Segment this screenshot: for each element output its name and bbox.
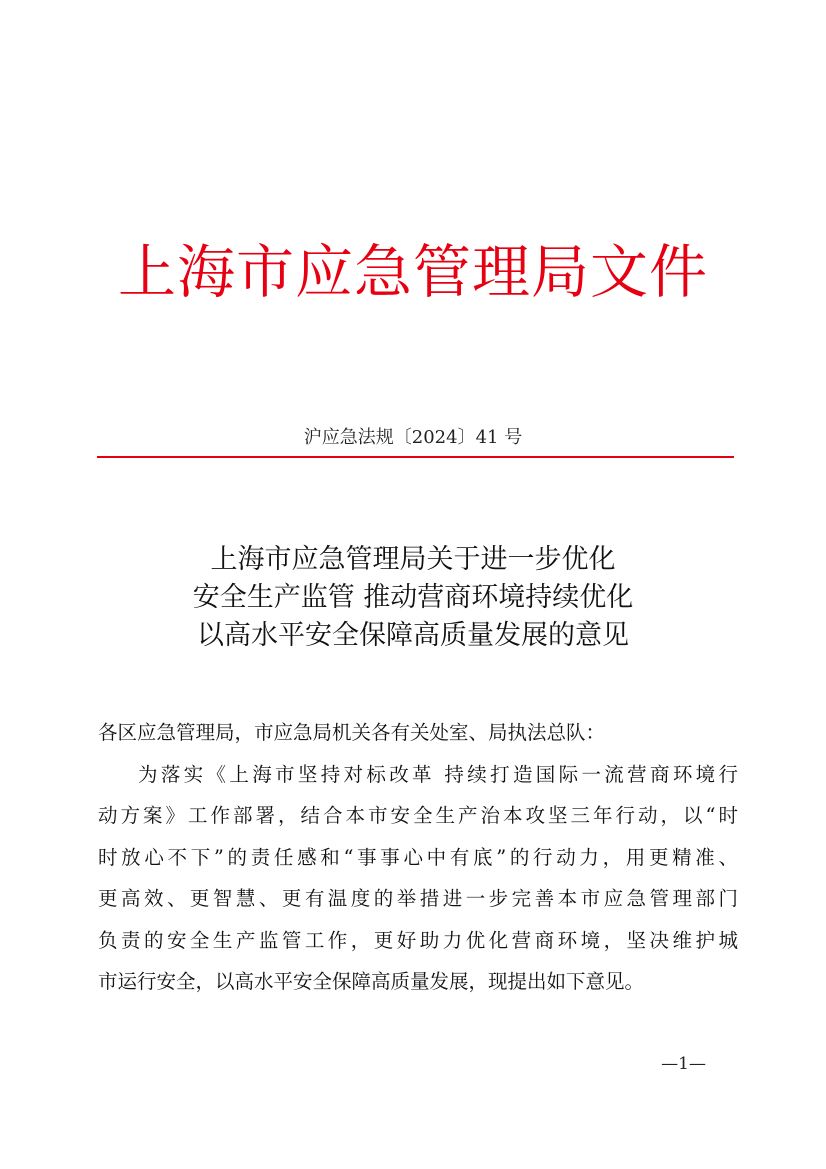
document-body: [98, 712, 738, 1003]
red-divider-line: [97, 456, 734, 458]
title-line-1: 上海市应急管理局关于进一步优化: [210, 544, 616, 575]
paragraph-line-5: 负责的安全生产监管工作，更好助力优化营商环境，坚决维护城: [98, 928, 738, 952]
paragraph-line-6: 市运行安全，以高水平安全保障高质量发展，现提出如下意见。: [98, 970, 645, 993]
paragraph-line-3: 时放心不下”的责任感和“事事心中有底”的行动力，用更精准、: [98, 845, 738, 869]
paragraph-line-1: 为落实《上海市坚持对标改革 持续打造国际一流营商环境行: [138, 762, 738, 786]
salutation: 各区应急管理局，市应急局机关各有关处室、局执法总队：: [98, 721, 606, 744]
document-number: 沪应急法规〔2024〕41 号: [303, 427, 523, 448]
paragraph-line-2: 动方案》工作部署，结合本市安全生产治本攻坚三年行动，以“时: [98, 804, 738, 827]
document-title: [0, 541, 826, 655]
paragraph-line-4: 更高效、更智慧、更有温度的举措进一步完善本市应急管理部门: [98, 887, 738, 910]
title-line-3: 以高水平安全保障高质量发展的意见: [197, 620, 629, 651]
page-number: —1—: [661, 1054, 706, 1074]
title-line-2: 安全生产监管 推动营商环境持续优化: [192, 582, 634, 613]
document-masthead: 上海市应急管理局文件: [117, 238, 708, 306]
